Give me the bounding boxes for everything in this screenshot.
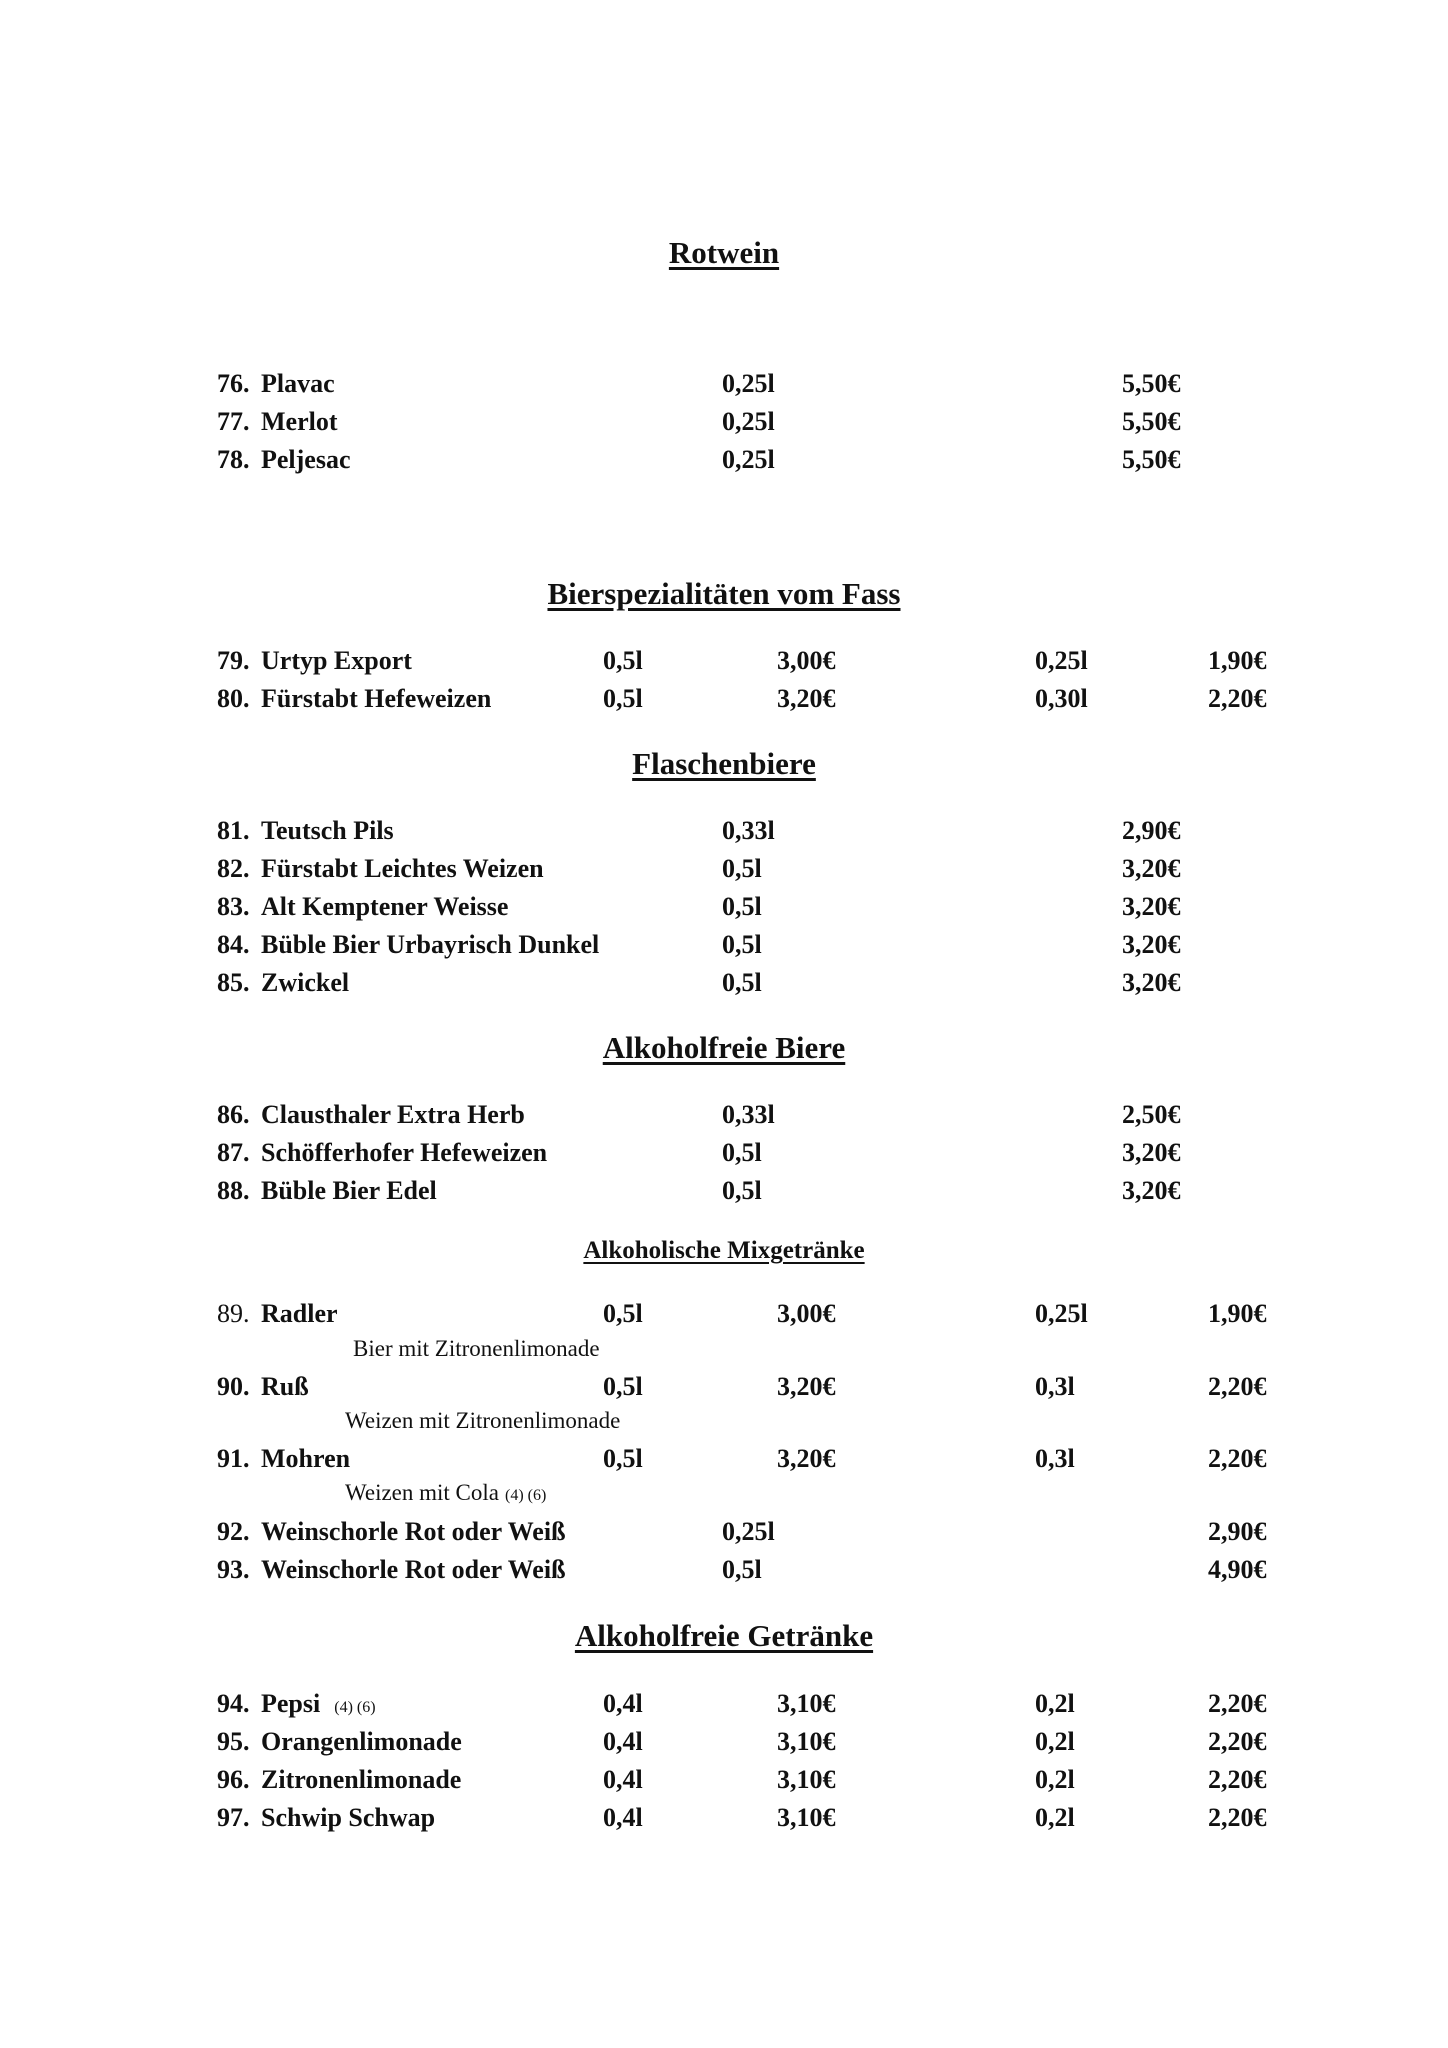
item-volume: 0,33l [722,816,775,845]
additive-note: (4) (6) [505,1487,547,1504]
item-name: Zwickel [261,968,350,997]
item-price-large: 3,20€ [777,684,836,713]
menu-row [0,1296,1448,1332]
item-volume-large: 0,5l [603,684,643,713]
item-number: 83. [217,892,250,921]
item-volume: 0,25l [722,407,775,436]
item-price-large: 3,20€ [777,1444,836,1473]
item-price-small: 2,20€ [1208,1765,1267,1794]
item-volume-large: 0,4l [603,1689,643,1718]
item-volume-small: 0,2l [1035,1727,1075,1756]
menu-row [0,1552,1448,1588]
item-description-text: Weizen mit Cola [345,1480,499,1505]
menu-row [0,643,1448,679]
menu-row [0,366,1448,402]
item-volume-small: 0,3l [1035,1372,1075,1401]
item-name: Radler [261,1299,338,1328]
item-price-large: 3,00€ [777,646,836,675]
item-number: 82. [217,854,250,883]
item-description [345,1478,546,1511]
item-price-small: 2,20€ [1208,1444,1267,1473]
item-name: Schöfferhofer Hefeweizen [261,1138,548,1167]
item-description: Bier mit Zitronenlimonade [353,1336,600,1361]
item-volume: 0,5l [722,968,762,997]
item-name: Ruß [261,1372,309,1401]
item-volume: 0,25l [722,445,775,474]
item-number: 97. [217,1803,250,1832]
item-name: Urtyp Export [261,646,412,675]
item-number: 79. [217,646,250,675]
item-name: Peljesac [261,445,351,474]
item-price-large: 3,10€ [777,1689,836,1718]
item-volume: 0,5l [722,930,762,959]
item-volume-small: 0,2l [1035,1689,1075,1718]
item-number: 88. [217,1176,250,1205]
item-number: 77. [217,407,250,436]
menu-row [0,442,1448,478]
item-name: Orangenlimonade [261,1727,462,1756]
item-name: Weinschorle Rot oder Weiß [261,1517,566,1546]
item-price: 3,20€ [1122,930,1181,959]
item-price-small: 2,20€ [1208,1372,1267,1401]
item-number: 80. [217,684,250,713]
item-price-small: 2,20€ [1208,684,1267,713]
item-volume-large: 0,4l [603,1727,643,1756]
menu-row [0,1724,1448,1760]
menu-row [0,1369,1448,1405]
item-price: 5,50€ [1122,407,1181,436]
section-title-alkoholfreie-biere: Alkoholfreie Biere [602,1030,846,1065]
item-volume-large: 0,4l [603,1803,643,1832]
menu-row [0,1686,1448,1722]
item-name: Schwip Schwap [261,1803,436,1832]
item-number: 81. [217,816,250,845]
menu-row [0,1173,1448,1209]
item-price-large: 3,10€ [777,1727,836,1756]
item-price-small: 1,90€ [1208,646,1267,675]
item-number: 93. [217,1555,250,1584]
item-price: 3,20€ [1122,1138,1181,1167]
menu-row [0,1514,1448,1550]
menu-row [0,889,1448,925]
item-number: 91. [217,1444,250,1473]
item-number: 85. [217,968,250,997]
item-price-large: 3,00€ [777,1299,836,1328]
menu-row [0,851,1448,887]
menu-row [0,1441,1448,1477]
item-name: Merlot [261,407,338,436]
item-number: 76. [217,369,250,398]
item-price-small: 2,20€ [1208,1727,1267,1756]
item-number: 92. [217,1517,250,1546]
section-title-mixgetraenke: Alkoholische Mixgetränke [583,1237,865,1264]
section-title-rotwein: Rotwein [668,235,780,270]
item-number: 78. [217,445,250,474]
item-name: Teutsch Pils [261,816,394,845]
section-title-flaschenbiere: Flaschenbiere [632,746,816,781]
item-volume: 0,5l [722,1138,762,1167]
item-price: 3,20€ [1122,854,1181,883]
item-name: Fürstabt Leichtes Weizen [261,854,544,883]
item-description: Weizen mit Zitronenlimonade [345,1408,621,1433]
item-number: 84. [217,930,250,959]
menu-row [0,927,1448,963]
item-number: 89. [217,1299,250,1328]
item-volume: 0,33l [722,1100,775,1129]
menu-row [0,813,1448,849]
item-volume: 0,5l [722,854,762,883]
item-name: Clausthaler Extra Herb [261,1100,525,1129]
menu-row [0,1135,1448,1171]
item-name: Plavac [261,369,335,398]
item-name: Mohren [261,1444,351,1473]
item-price: 5,50€ [1122,445,1181,474]
item-volume: 0,5l [722,1176,762,1205]
item-volume-large: 0,5l [603,1372,643,1401]
item-number: 86. [217,1100,250,1129]
item-number: 95. [217,1727,250,1756]
item-name: Zitronenlimonade [261,1765,462,1794]
item-price-small: 2,20€ [1208,1803,1267,1832]
item-name: Alt Kemptener Weisse [261,892,509,921]
item-volume-small: 0,2l [1035,1765,1075,1794]
item-volume-large: 0,4l [603,1765,643,1794]
item-price: 4,90€ [1208,1555,1267,1584]
item-name: Büble Bier Urbayrisch Dunkel [261,930,600,959]
item-name: Pepsi [261,1689,321,1718]
item-price: 3,20€ [1122,892,1181,921]
section-title-alkoholfreie-getraenke: Alkoholfreie Getränke [574,1618,874,1653]
item-name-with-note [261,1686,376,1726]
item-name: Fürstabt Hefeweizen [261,684,492,713]
item-volume: 0,5l [722,1555,762,1584]
item-price: 2,50€ [1122,1100,1181,1129]
item-price: 2,90€ [1122,816,1181,845]
item-volume: 0,25l [722,369,775,398]
item-number: 87. [217,1138,250,1167]
menu-row [0,1800,1448,1836]
menu-row [0,1097,1448,1133]
item-volume-small: 0,3l [1035,1444,1075,1473]
item-price-small: 1,90€ [1208,1299,1267,1328]
item-volume: 0,25l [722,1517,775,1546]
section-title-bier-fass: Bierspezialitäten vom Fass [547,576,901,611]
item-volume-small: 0,2l [1035,1803,1075,1832]
item-number: 94. [217,1689,250,1718]
item-name: Büble Bier Edel [261,1176,437,1205]
item-volume-small: 0,30l [1035,684,1088,713]
item-volume-large: 0,5l [603,1444,643,1473]
item-price: 3,20€ [1122,968,1181,997]
item-price: 5,50€ [1122,369,1181,398]
item-volume-large: 0,5l [603,1299,643,1328]
menu-row [0,681,1448,717]
menu-row [0,1762,1448,1798]
item-volume-small: 0,25l [1035,646,1088,675]
item-volume: 0,5l [722,892,762,921]
item-number: 90. [217,1372,250,1401]
item-volume-large: 0,5l [603,646,643,675]
item-price-large: 3,10€ [777,1765,836,1794]
item-price: 3,20€ [1122,1176,1181,1205]
additive-note: (4) (6) [334,1699,376,1716]
menu-row [0,404,1448,440]
item-price: 2,90€ [1208,1517,1267,1546]
item-price-large: 3,10€ [777,1803,836,1832]
item-number: 96. [217,1765,250,1794]
item-volume-small: 0,25l [1035,1299,1088,1328]
item-price-small: 2,20€ [1208,1689,1267,1718]
menu-row [0,965,1448,1001]
item-name: Weinschorle Rot oder Weiß [261,1555,566,1584]
item-price-large: 3,20€ [777,1372,836,1401]
